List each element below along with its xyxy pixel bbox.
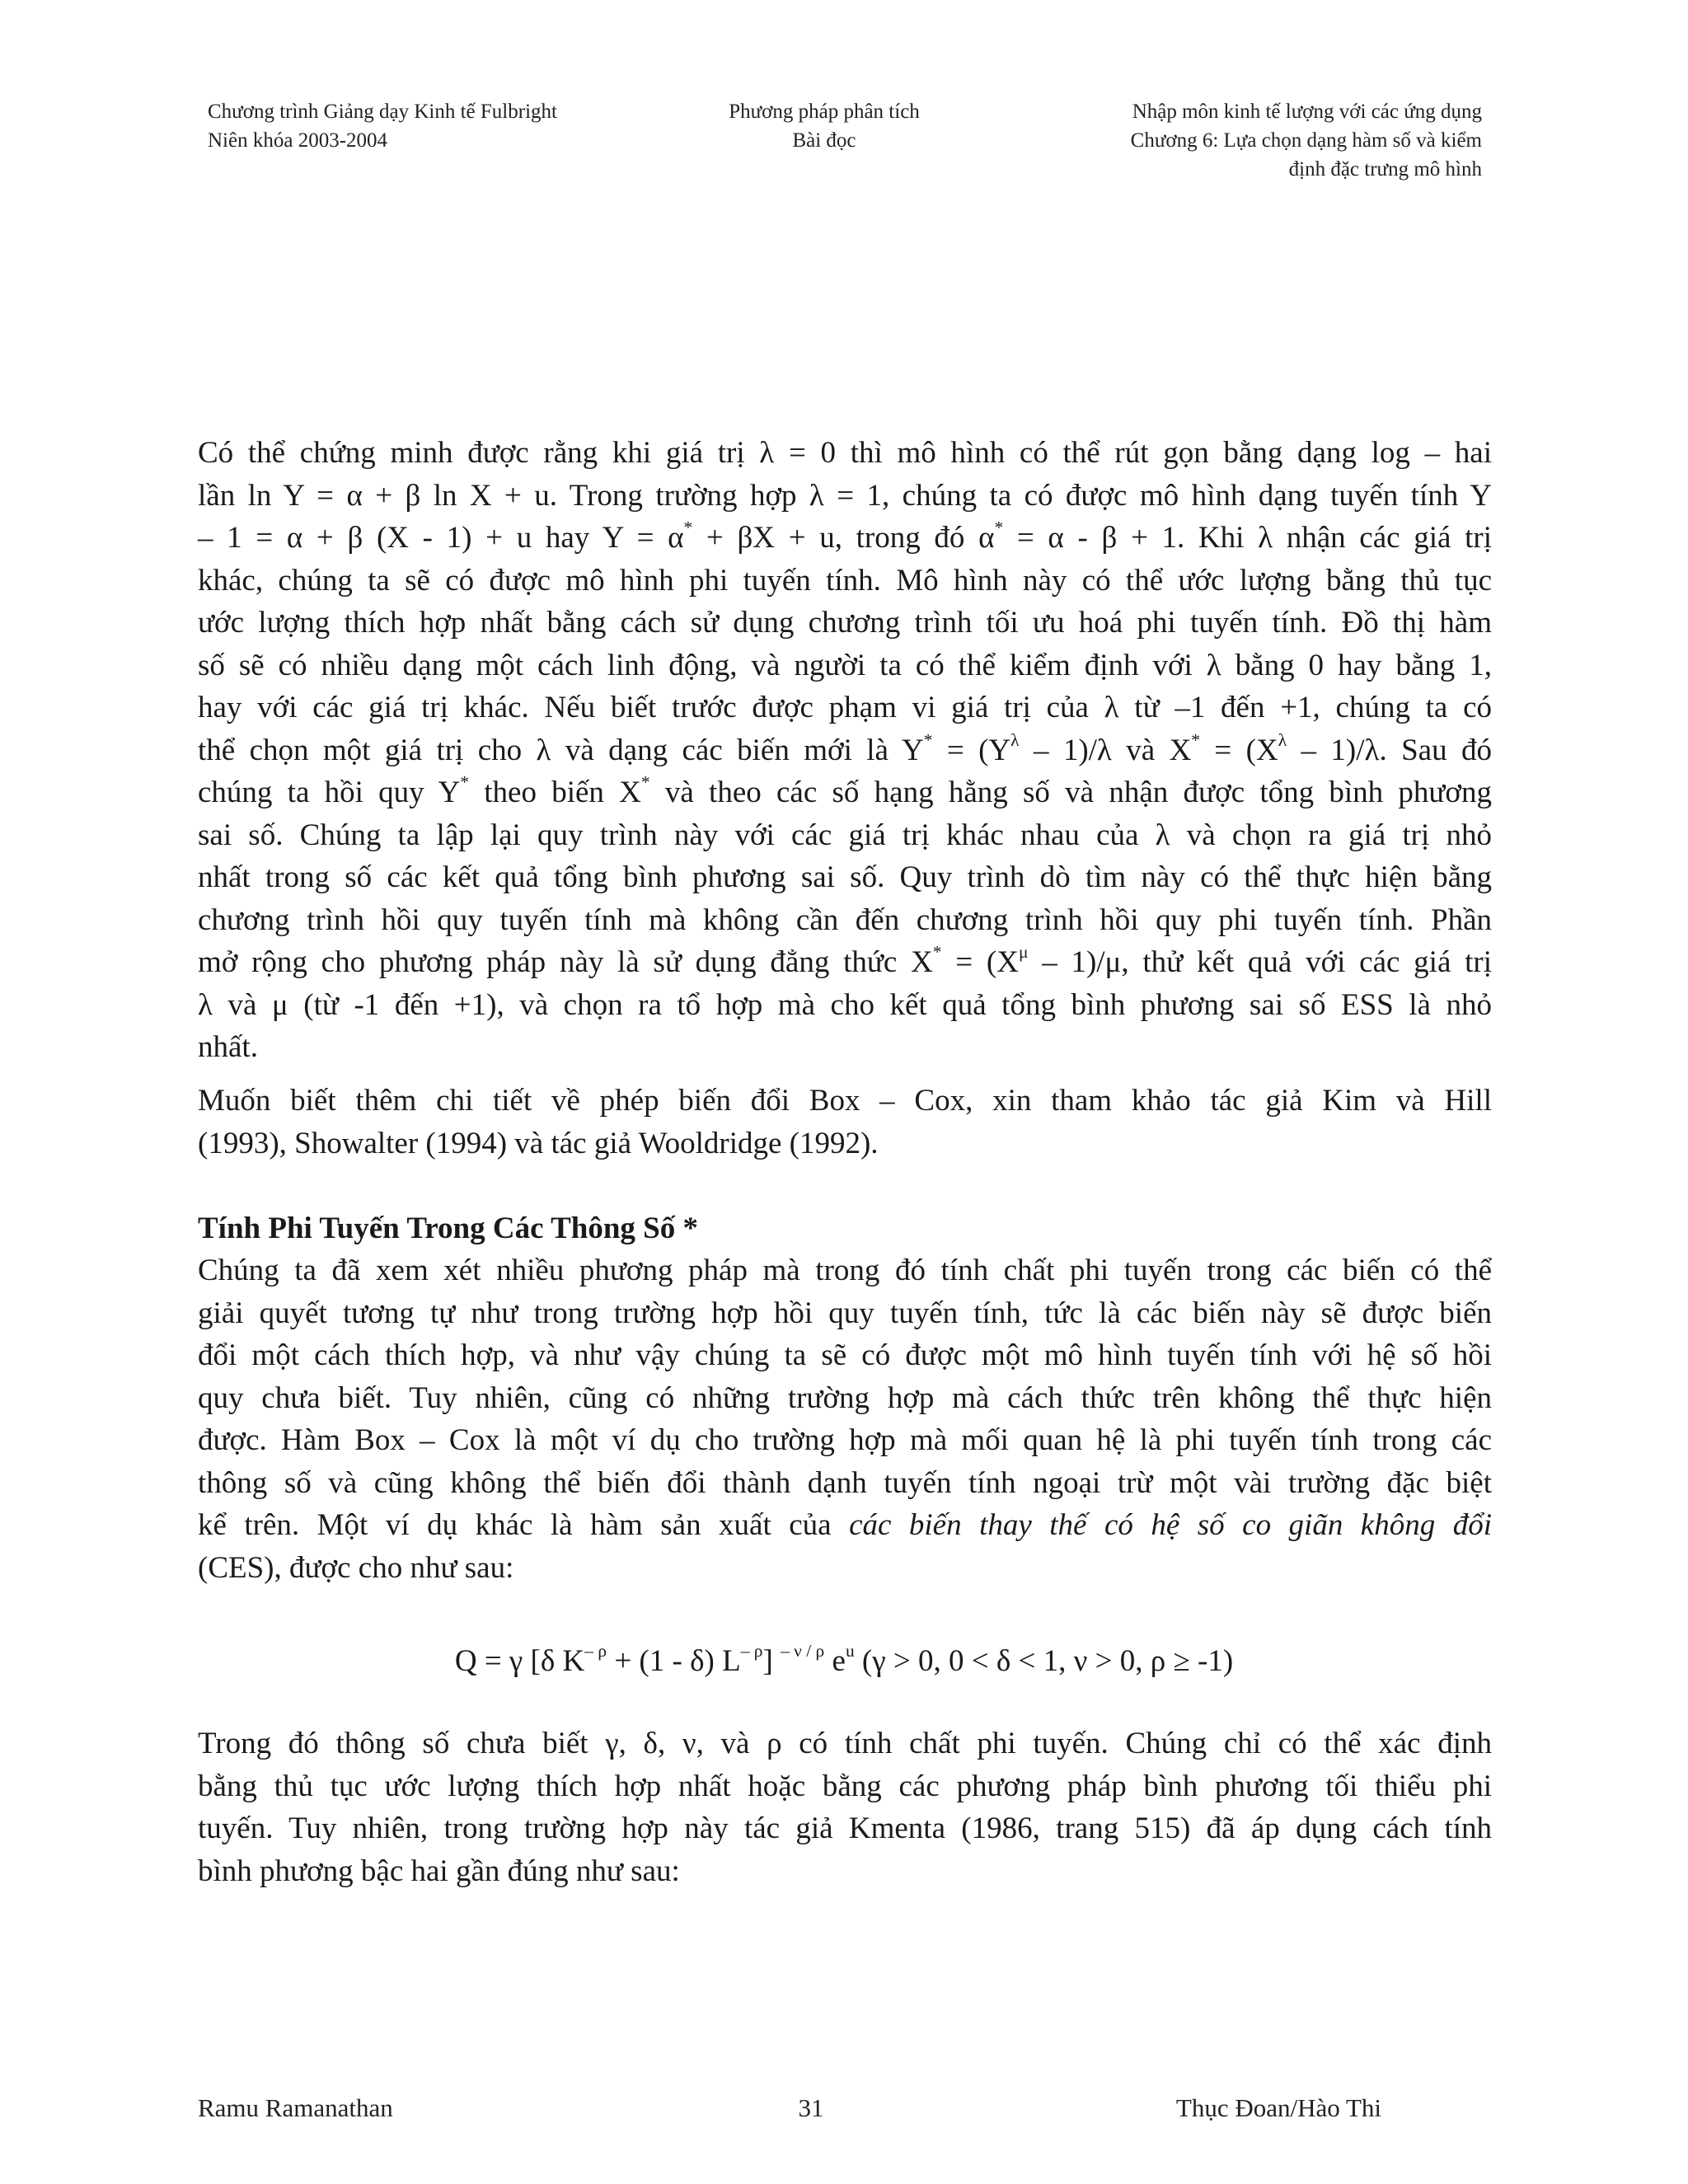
header-chapter-cont: định đặc trưng mô hình: [1288, 158, 1482, 180]
text-line: (1993), Showalter (1994) và tác giả Wooldridge (1992).: [198, 1126, 879, 1160]
text-line: chúng ta hồi quy Y* theo biến X* và theo các số hạng hằng số và nhận được tổng bình phương: [198, 772, 1492, 809]
text-line: đổi một cách thích hợp, và như vậy chúng ta sẽ có được một mô hình tuyến tính với hệ số hồi: [198, 1338, 1492, 1372]
italic-term: các biến thay thế có hệ số co giãn không đổi: [849, 1508, 1492, 1542]
text-line: khác, chúng ta sẽ có được mô hình phi tuyến tính. Mô hình này có thể ước lượng bằng thủ tục: [198, 563, 1492, 598]
text-line: mở rộng cho phương pháp này là sử dụng đẳng thức $X^* = (X^\mu - 1)/\mu$, thử kết quả với các giá trị: [198, 942, 1492, 979]
text-line: Chúng ta đã xem xét nhiều phương pháp mà trong đó tính chất phi tuyến trong các biến có thể: [198, 1254, 1492, 1287]
text-line: Có thể chứng minh được rằng khi giá trị λ = 0 thì mô hình có thể rút gọn bằng dạng log – hai: [198, 436, 1492, 470]
text-line: Muốn biết thêm chi tiết về phép biến đổi Box – Cox, xin tham khảo tác giả Kim và Hill: [198, 1084, 1492, 1118]
text-line: được. Hàm Box – Cox là một ví dụ cho trường hợp mà mối quan hệ là phi tuyến tính trong các: [198, 1423, 1492, 1457]
header-program: Chương trình Giảng dạy Kinh tế Fulbright: [208, 101, 557, 123]
header-method: Phương pháp phân tích: [729, 101, 920, 123]
header-year: Niên khóa 2003-2004: [208, 129, 388, 152]
section-heading: Tính Phi Tuyến Trong Các Thông Số *: [198, 1212, 698, 1245]
text-line: ước lượng thích hợp nhất bằng cách sử dụng chương trình tối ưu hoá phi tuyến tính. Đồ thị hàm: [198, 606, 1492, 640]
paragraph-nonlinearity: [198, 1249, 1492, 1589]
text-line: thông số và cũng không thể biến đổi thành dạnh tuyến tính ngoại trừ một vài trường đặc biệt: [198, 1465, 1492, 1500]
text-line: số sẽ có nhiều dạng một cách linh động, và người ta có thể kiểm định với λ bằng 0 hay bằng 1,: [198, 648, 1492, 682]
text-line: – 1 = α + β (X - 1) + u hay Y = α* + βX + u, trong đó α* = α - β + 1. Khi λ nhận các giá trị: [198, 518, 1492, 555]
text-line: quy chưa biết. Tuy nhiên, cũng có những trường hợp mà cách thức trên không thể thực hiện: [198, 1380, 1492, 1415]
text-line: lần ln Y = α + β ln X + u. Trong trường hợp λ = 1, chúng ta có được mô hình dạng tuyến tính Y: [198, 478, 1492, 513]
header-center: [577, 97, 1071, 155]
page-number: 31: [798, 2093, 824, 2122]
text-line: Trong đó thông số chưa biết γ, δ, ν, và ρ có tính chất phi tuyến. Chúng chỉ có thể xác định: [198, 1727, 1492, 1760]
header-chapter: Chương 6: Lựa chọn dạng hàm số và kiểm: [1130, 129, 1482, 152]
paragraph-box-cox: [198, 432, 1492, 1069]
text-line: kể trên. Một ví dụ khác là hàm sản xuất của các biến thay thế có hệ số co giãn không đổi: [198, 1508, 1492, 1542]
text-line: λ và μ (từ -1 đến +1), và chọn ra tổ hợp mà cho kết quả tổng bình phương sai số ESS là nhỏ: [198, 987, 1492, 1022]
text-line: hay với các giá trị khác. Nếu biết trước được phạm vi giá trị của λ từ –1 đến +1, chúng ta có: [198, 691, 1492, 724]
text-line: sai số. Chúng ta lập lại quy trình này với các giá trị khác nhau của λ và chọn ra giá trị nhỏ: [198, 818, 1492, 852]
text-line: bằng thủ tục ước lượng thích hợp nhất hoặc bằng các phương pháp bình phương tối thiểu phi: [198, 1769, 1492, 1803]
footer-author: Ramu Ramanathan: [198, 2093, 393, 2122]
text-line: tuyến. Tuy nhiên, trong trường hợp này tác giả Kmenta (1986, trang 515) đã áp dụng cách tính: [198, 1811, 1492, 1845]
text-line: giải quyết tương tự như trong trường hợp hồi quy tuyến tính, tức là các biến này sẽ được biến: [198, 1296, 1492, 1330]
header-reading: Bài đọc: [792, 129, 856, 152]
footer-translators: Thục Đoan/Hào Thi: [1175, 2093, 1381, 2122]
header-right: [1053, 97, 1482, 184]
text-line: thể chọn một giá trị cho λ và dạng các biến mới là $Y^* = (Y^\lambda - 1)/\lambda$ và $X^* = (X^\lambda - 1)/\lambda$. Sau đó: [198, 729, 1492, 767]
header-course: Nhập môn kinh tế lượng với các ứng dụng: [1132, 101, 1482, 123]
paragraph-reference: [198, 1080, 1492, 1165]
text-line: nhất trong số các kết quả tổng bình phương sai số. Quy trình dò tìm này có thể thực hiện bằng: [198, 860, 1492, 894]
header-left: [208, 97, 557, 155]
text-line: nhất.: [198, 1030, 258, 1064]
text-line: chương trình hồi quy tuyến tính mà không cần đến chương trình hồi quy phi tuyến tính. Phần: [198, 902, 1492, 937]
text-line: bình phương bậc hai gần đúng như sau:: [198, 1854, 680, 1888]
paragraph-parameters: [198, 1722, 1492, 1892]
ces-formula: Q = γ [δ $K^{- \rho} + (1 - \delta)$ $L^{- \rho}$] $^{- \nu / \rho}$ $e^u$ (γ > 0, 0 < δ < 1, ν > 0, ρ ≥ -1): [454, 1641, 1234, 1678]
text-line: (CES), được cho như sau:: [198, 1550, 514, 1585]
